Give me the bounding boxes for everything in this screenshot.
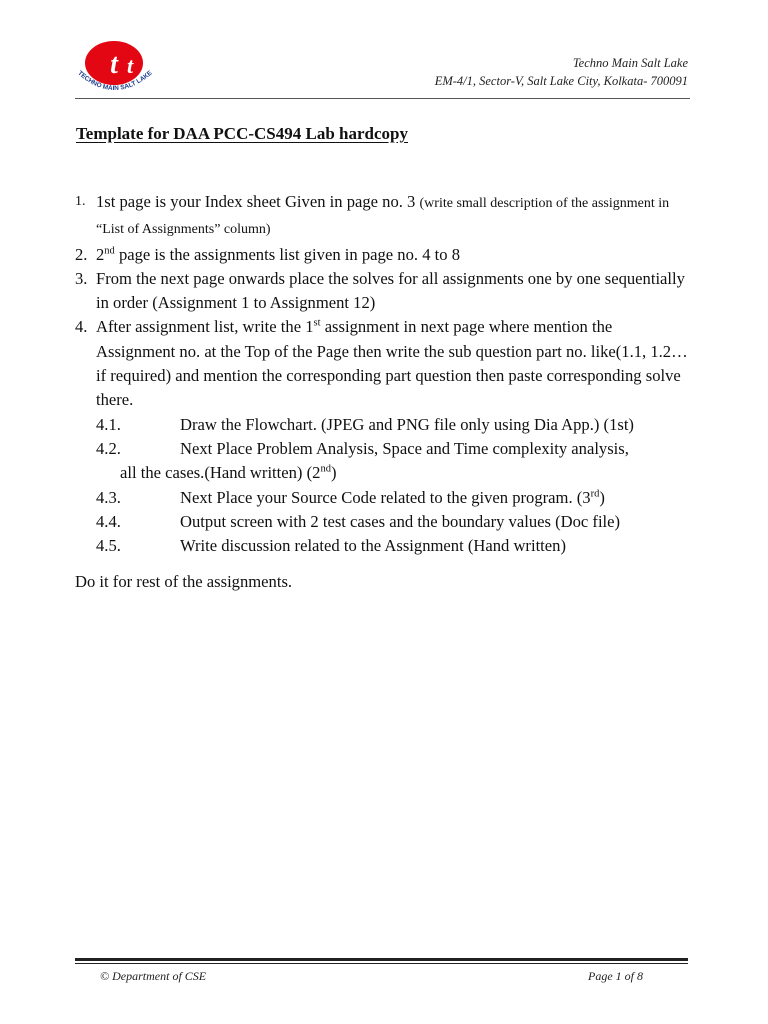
sub-item-4-2 — [96, 437, 690, 486]
sub-number: 4.1. — [96, 414, 121, 434]
svg-text:t: t — [126, 53, 134, 78]
list-text-main: 1st page is your Index sheet Given in page no. 3 — [96, 192, 416, 211]
header-institute-block — [435, 54, 688, 90]
list-item-1 — [75, 190, 690, 243]
instructions-list — [75, 190, 690, 595]
footer-department: © Department of CSE — [100, 969, 207, 983]
techno-main-salt-lake-logo — [70, 36, 162, 96]
sub-number: 4.4. — [96, 511, 121, 531]
list-item-4 — [75, 315, 690, 412]
footer-page-number: Page 1 of 8 — [588, 969, 643, 983]
sub-text-line2 — [120, 461, 690, 485]
list-text-pre: 2 — [96, 244, 105, 264]
sub-text-pre: all the cases.(Hand written) (2 — [120, 463, 321, 483]
sub-item-4-4 — [96, 510, 690, 534]
list-text-note: (write small description of the assignment in “List of Assignments” column) — [96, 196, 670, 238]
sub-text-sup: nd — [320, 463, 331, 475]
closing-text: Do it for rest of the assignments. — [75, 572, 293, 592]
header-rule — [75, 98, 690, 99]
list-item-3 — [75, 267, 690, 316]
list-text-sup: nd — [104, 245, 115, 257]
list-number: 1. — [75, 194, 86, 209]
sub-text-line1: Next Place Problem Analysis, Space and Time complexity analysis, — [180, 438, 629, 458]
list-text-post: assignment in next page where mention the Assignment no. at the Top of the Page then write the sub question part no. like(1.1, 1.2… if required) and mention the corresponding part question then paste corresponding solve there. — [96, 317, 688, 410]
sub-text: Draw the Flowchart. (JPEG and PNG file only using Dia App.) (1st) — [180, 414, 634, 434]
sub-text-sup: rd — [590, 488, 600, 500]
sub-text-post: ) — [599, 487, 605, 507]
sub-text-pre: Next Place your Source Code related to the given program. (3 — [180, 487, 591, 507]
header-address: EM-4/1, Sector-V, Salt Lake City, Kolkata- 700091 — [434, 74, 688, 88]
sub-text: Output screen with 2 test cases and the boundary values (Doc file) — [180, 511, 621, 531]
list-text-post: page is the assignments list given in page no. 4 to 8 — [114, 244, 460, 264]
document-title: Template for DAA PCC-CS494 Lab hardcopy — [76, 124, 408, 143]
sub-number: 4.3. — [96, 487, 121, 507]
list-number: 2. — [75, 244, 88, 264]
svg-text:t: t — [110, 49, 118, 80]
sub-item-4-5 — [96, 534, 690, 558]
list-number: 4. — [75, 317, 88, 337]
logo-ring-text: TECHNO MAIN SALT LAKE — [76, 69, 154, 93]
footer-rule — [75, 958, 688, 961]
sub-text: Write discussion related to the Assignment (Hand written) — [180, 536, 566, 556]
header-institute: Techno Main Salt Lake — [572, 56, 688, 70]
sub-number: 4.2. — [96, 438, 121, 458]
sub-item-4-3 — [96, 486, 690, 510]
list-item-2 — [75, 243, 690, 267]
footer-rule-thin — [75, 963, 688, 964]
list-number: 3. — [75, 268, 88, 288]
sub-text-post: ) — [330, 463, 337, 483]
list-text-pre: After assignment list, write the 1 — [96, 317, 314, 337]
sub-number: 4.5. — [96, 536, 121, 556]
list-text-sup: st — [313, 317, 321, 329]
sub-item-4-1 — [96, 413, 690, 437]
list-text: From the next page onwards place the solves for all assignments one by one sequentially in order (Assignment 1 to Assignment 12) — [96, 268, 685, 313]
